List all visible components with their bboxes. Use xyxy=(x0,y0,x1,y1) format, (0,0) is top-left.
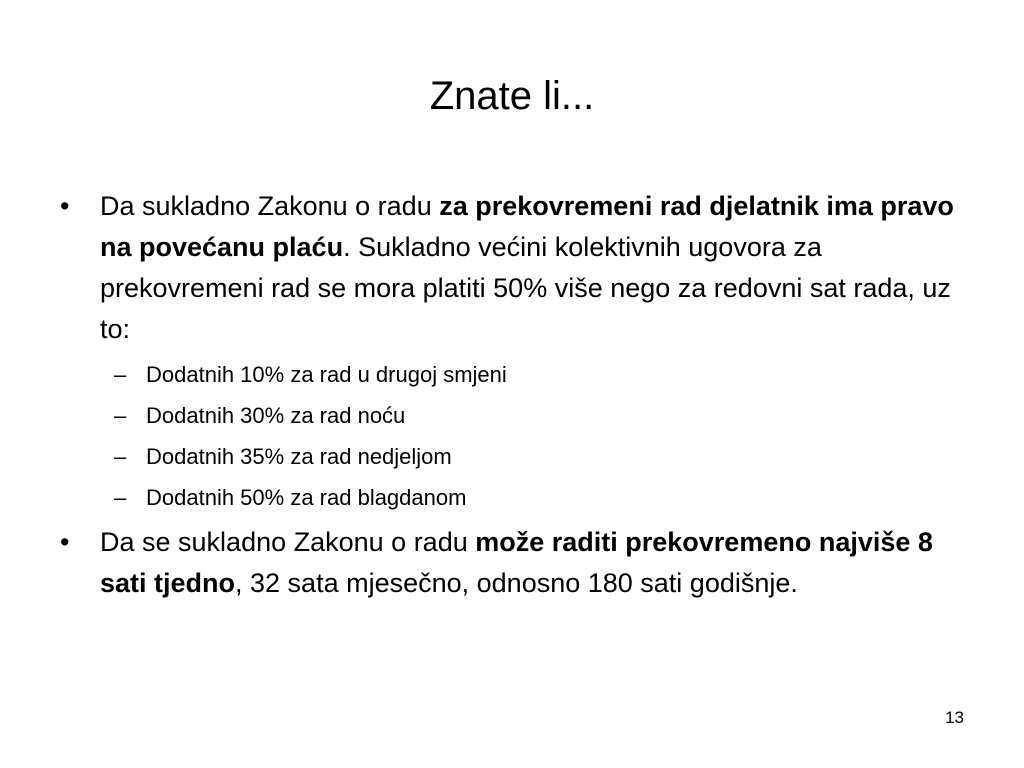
bullet-bold-text: za prekovremeni rad djelatnik ima pravo na povećanu plaću xyxy=(100,191,954,262)
sub-list-item xyxy=(114,477,946,518)
bullet-bold-text: može raditi prekovremeno najviše 8 sati tjedno xyxy=(100,527,933,598)
dash-icon: – xyxy=(114,403,127,428)
bullet-icon: • xyxy=(60,527,70,557)
sub-item-text: Dodatnih 10% za rad u drugoj smjeni xyxy=(146,362,507,387)
page-number: 13 xyxy=(945,708,964,727)
dash-icon: – xyxy=(114,362,127,387)
bullet-text: . Sukladno većini kolektivnih ugovora za prekovremeni rad se mora platiti 50% više nego za redovni sat rada, uz to: xyxy=(100,232,951,344)
sub-item-text: Dodatnih 35% za rad nedjeljom xyxy=(146,444,452,469)
sub-list-item xyxy=(114,354,946,395)
sub-list-item xyxy=(114,436,946,477)
sub-item-text: Dodatnih 30% za rad noću xyxy=(146,403,406,428)
sub-list xyxy=(114,354,946,518)
sub-list-item xyxy=(114,395,946,436)
bullet-item-overtime-pay xyxy=(60,186,960,350)
dash-icon: – xyxy=(114,485,127,510)
bullet-text: Da se sukladno Zakonu o radu xyxy=(100,527,476,557)
slide-title: Znate li... xyxy=(429,74,595,118)
bullet-item-overtime-limit xyxy=(60,522,960,604)
dash-icon: – xyxy=(114,444,127,469)
bullet-icon: • xyxy=(60,191,70,221)
sub-item-text: Dodatnih 50% za rad blagdanom xyxy=(146,485,467,510)
bullet-text: Da sukladno Zakonu o radu xyxy=(100,191,440,221)
bullet-text: , 32 sata mjesečno, odnosno 180 sati godišnje. xyxy=(235,568,798,598)
